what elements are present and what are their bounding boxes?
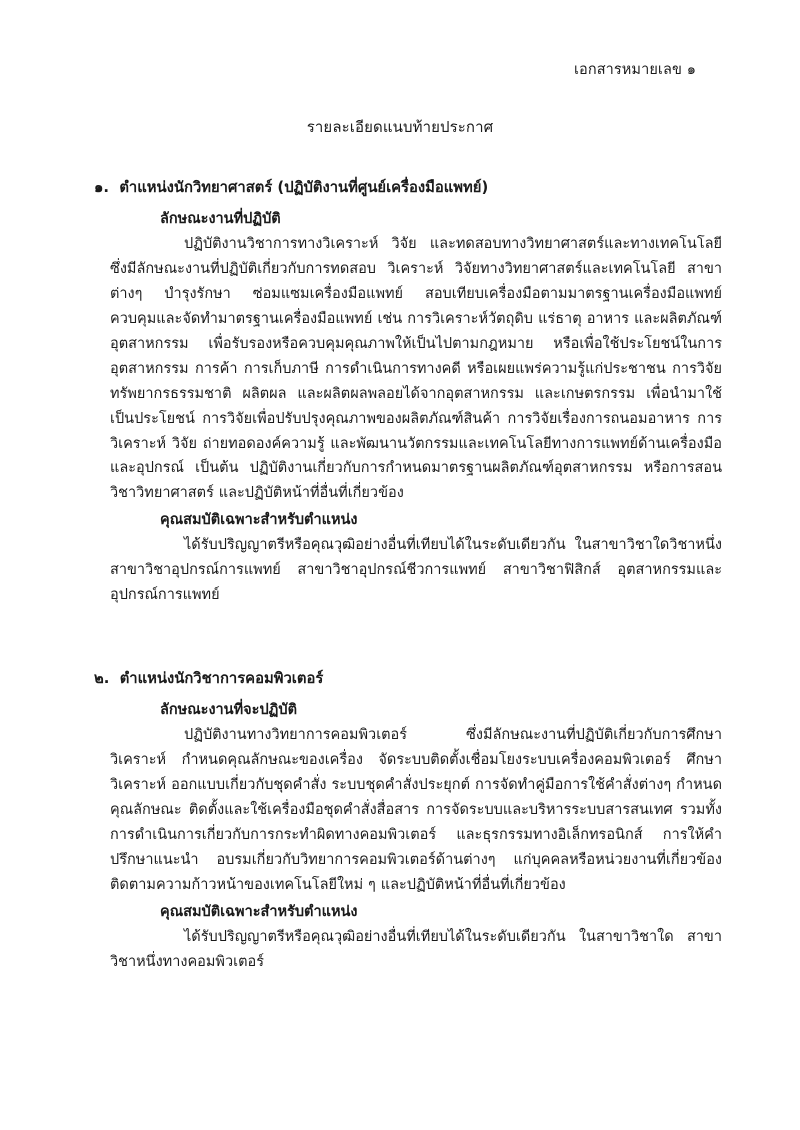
document-reference: เอกสารหมายเลข ๑ bbox=[573, 62, 696, 78]
page-title: รายละเอียดแนบท้ายประกาศ bbox=[306, 118, 494, 136]
section-spacer bbox=[78, 612, 722, 666]
section-2-number: ๒. bbox=[94, 670, 110, 688]
section-1-duties-text: ปฏิบัติงานวิชาการทางวิเคราะห์ วิจัย และทดสอบทางวิทยาศาสตร์และทางเทคโนโลยี ซึ่งมีลักษณะงานที่ปฏิบัติเกี่ยวกับการทดสอบ วิเคราะห์ วิจัยทางวิทยาศาสตร์และเทคโนโลยี สาขาต่างๆ บำรุงรักษา ซ่อมแซมเครื่องมือแพทย์ สอบเทียบเครื่องมือตามมาตรฐานเครื่องมือแพทย์ ควบคุมและจัดทำมาตรฐานเครื่องมือแพทย์ เช่น การวิเคราะห์วัตถุดิบ แร่ธาตุ อาหาร และผลิตภัณฑ์อุตสาหกรรม เพื่อรับรองหรือควบคุมคุณภาพให้เป็นไปตามกฎหมาย หรือเพื่อใช้ประโยชน์ในการอุตสาหกรรม การค้า การเก็บภาษี การดำเนินการทางคดี หรือเผยแพร่ความรู้แก่ประชาชน การวิจัยทรัพยากรธรรมชาติ ผลิตผล และผลิตผลพลอยได้จากอุตสาหกรรม และเกษตรกรรม เพื่อนำมาใช้เป็นประโยชน์ การวิจัยเพื่อปรับปรุงคุณภาพของผลิตภัณฑ์สินค้า การวิจัยเรื่องการถนอมอาหาร การวิเคราะห์ วิจัย ถ่ายทอดองค์ความรู้ และพัฒนานวัตกรรมและเทคโนโลยีทางการแพทย์ด้านเครื่องมือและอุปกรณ์ เป็นต้น ปฏิบัติงานเกี่ยวกับการกำหนดมาตรฐานผลิตภัณฑ์อุตสาหกรรม หรือการสอนวิชาวิทยาศาสตร์ และปฏิบัติหน้าที่อื่นที่เกี่ยวข้อง bbox=[110, 236, 722, 502]
section-1-title: ตำแหน่งนักวิทยาศาสตร์ (ปฏิบัติงานที่ศูนย์เครื่องมือแพทย์) bbox=[119, 179, 489, 196]
section-1-qualification-heading: คุณสมบัติเฉพาะสำหรับตำแหน่ง bbox=[160, 512, 358, 529]
section-2-title: ตำแหน่งนักวิชาการคอมพิวเตอร์ bbox=[119, 670, 324, 688]
section-1 bbox=[78, 175, 722, 608]
section-1-heading bbox=[78, 175, 722, 199]
section-2-qualification-text: ได้รับปริญญาตรีหรือคุณวุฒิอย่างอื่นที่เทียบได้ในระดับเดียวกัน ในสาขาวิชาใด สาขาวิชาหนึ่งทางคอมพิวเตอร์ bbox=[110, 928, 722, 970]
section-2 bbox=[78, 666, 722, 974]
section-2-qualification-heading: คุณสมบัติเฉพาะสำหรับตำแหน่ง bbox=[160, 903, 358, 920]
section-2-duties-heading: ลักษณะงานที่จะปฏิบัติ bbox=[160, 702, 297, 719]
section-1-number: ๑. bbox=[94, 179, 110, 196]
section-1-qualification-text: ได้รับปริญญาตรีหรือคุณวุฒิอย่างอื่นที่เทียบได้ในระดับเดียวกัน ในสาขาวิชาใดวิชาหนึ่ง สาขาวิชาอุปกรณ์การแพทย์ สาขาวิชาอุปกรณ์ชีวการแพทย์ สาขาวิชาฟิสิกส์ อุตสาหกรรมและอุปกรณ์การแพทย์ bbox=[110, 537, 722, 604]
section-2-heading bbox=[78, 666, 722, 690]
section-1-duties-heading: ลักษณะงานที่ปฏิบัติ bbox=[160, 211, 281, 227]
section-2-duties-text: ปฏิบัติงานทางวิทยาการคอมพิวเตอร์ ซึ่งมีลักษณะงานที่ปฏิบัติเกี่ยวกับการศึกษา วิเคราะห์ กำหนดคุณลักษณะของเครื่อง จัดระบบติดตั้งเชื่อมโยงระบบเครื่องคอมพิวเตอร์ ศึกษา วิเคราะห์ ออกแบบเกี่ยวกับชุดคำสั่ง ระบบชุดคำสั่งประยุกต์ การจัดทำคู่มือการใช้คำสั่งต่างๆ กำหนดคุณลักษณะ ติดตั้งและใช้เครื่องมือชุดคำสั่งสื่อสาร การจัดระบบและบริหารระบบสารสนเทศ รวมทั้งการดำเนินการเกี่ยวกับการกระทำผิดทางคอมพิวเตอร์ และธุรกรรมทางอิเล็กทรอนิกส์ การให้คำปรึกษาแนะนำ อบรมเกี่ยวกับวิทยาการคอมพิวเตอร์ด้านต่างๆ แก่บุคคลหรือหน่วยงานที่เกี่ยวข้อง ติดตามความก้าวหน้าของเทคโนโลยีใหม่ ๆ และปฏิบัติหน้าที่อื่นที่เกี่ยวข้อง bbox=[110, 727, 722, 893]
